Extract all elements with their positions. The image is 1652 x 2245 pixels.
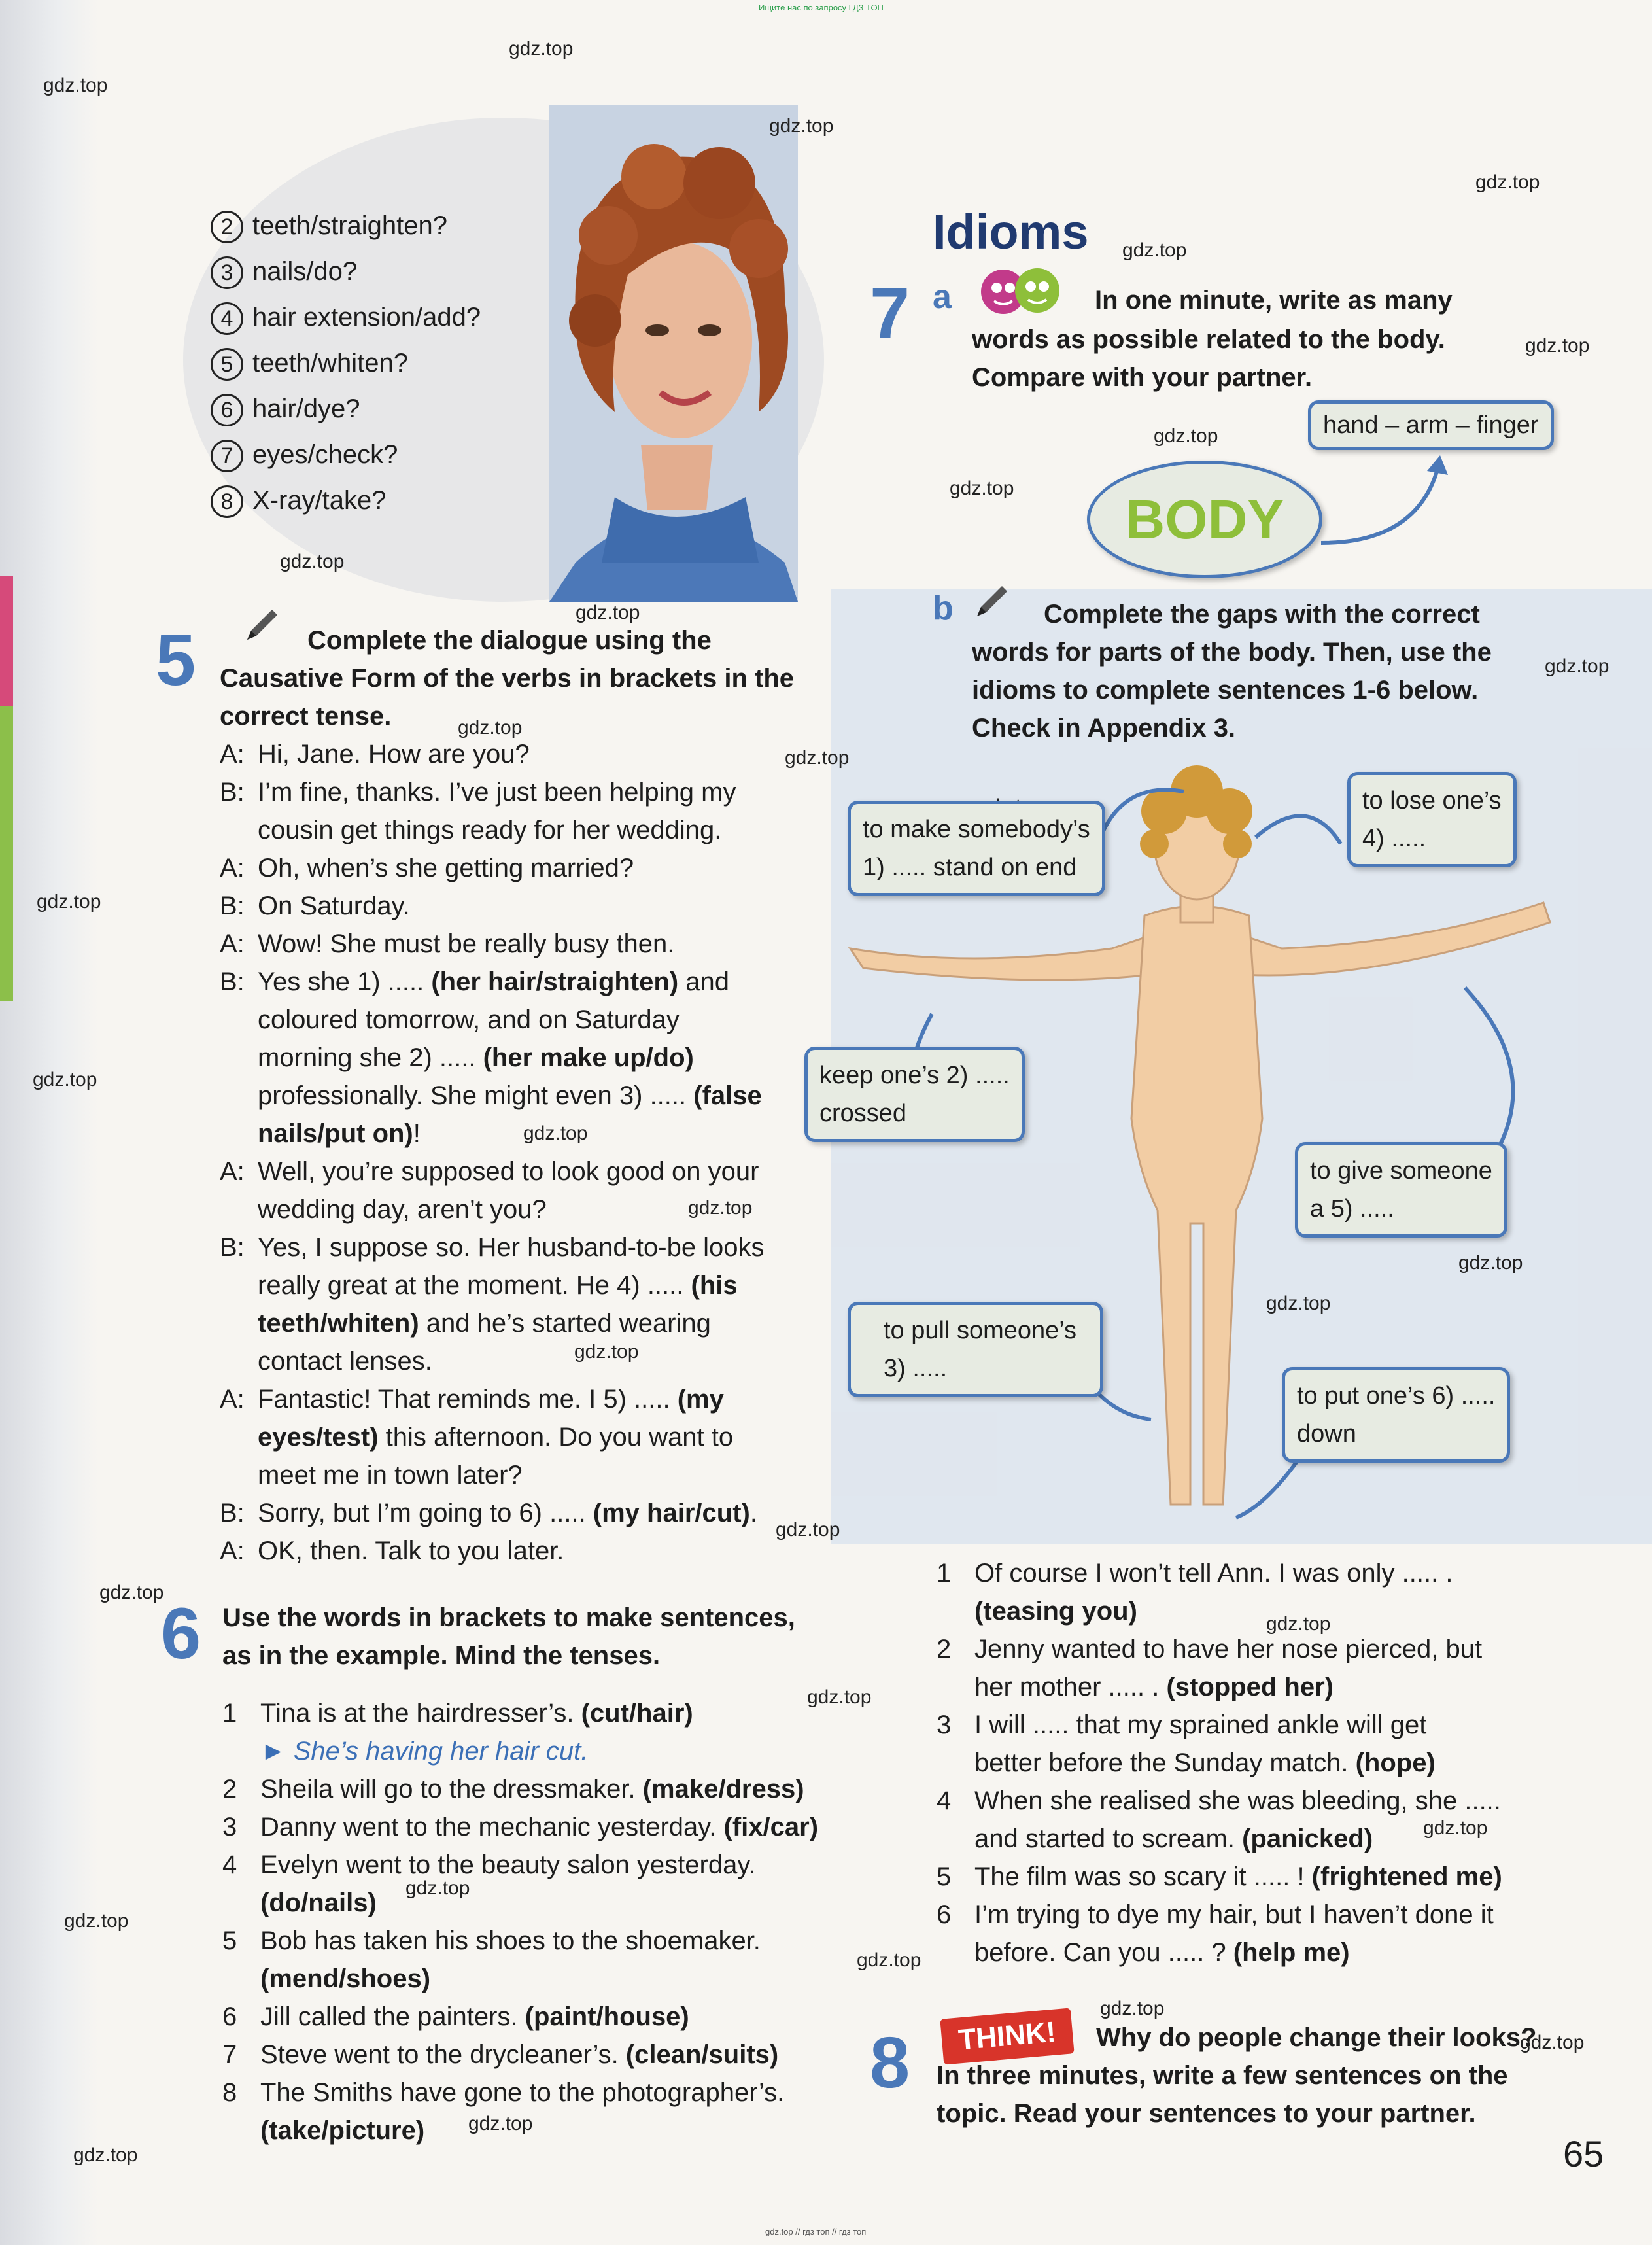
list-item-text: teeth/whiten?: [252, 349, 408, 377]
bold-text: (cut/hair): [581, 1699, 693, 1728]
item-number-circle: 7: [211, 440, 243, 472]
exercise-6-item: [222, 2036, 818, 2074]
list-continued: [211, 203, 481, 523]
text-segment: Jenny wanted to have her nose pierced, but: [974, 1635, 1483, 1663]
dialogue-line: [220, 1456, 765, 1494]
watermark: gdz.top: [1154, 425, 1218, 447]
header-note: Ищите нас по запросу ГДЗ ТОП: [759, 3, 884, 12]
text-segment: I’m trying to dye my hair, but I haven’t done it: [974, 1900, 1494, 1929]
page-binding-shadow: [0, 0, 98, 2245]
exercise-6-item: [222, 1770, 818, 1808]
watermark: gdz.top: [37, 891, 101, 913]
speaker-label: B:: [220, 967, 245, 996]
watermark: gdz.top: [576, 602, 640, 623]
dialogue-line: [220, 1494, 765, 1532]
footer-note: gdz.top // гдз топ // гдз топ: [765, 2227, 867, 2236]
part-a-instruction: words as possible related to the body.: [972, 325, 1445, 354]
watermark: gdz.top: [458, 717, 523, 739]
item-number-circle: 4: [211, 302, 243, 335]
idiom-bubble-1-line2: 1) ..... stand on end: [863, 854, 1077, 881]
dialogue-line: [220, 849, 765, 887]
watermark: gdz.top: [1122, 239, 1187, 261]
text-segment: Steve went to the drycleaner’s.: [260, 2040, 626, 2069]
exercise-6-item: [222, 1808, 818, 1846]
think-badge: THINK!: [940, 2008, 1074, 2064]
watermark: gdz.top: [1100, 1998, 1165, 2019]
exercise-6-instruction: Use the words in brackets to make sentences,: [222, 1603, 795, 1632]
example-answer: ► She’s having her hair cut.: [260, 1737, 589, 1766]
speaker-label: A:: [220, 740, 245, 769]
text-segment: !: [413, 1119, 421, 1148]
body-label: BODY: [1125, 489, 1284, 550]
bold-text: (my hair/cut): [593, 1499, 750, 1527]
watermark: gdz.top: [523, 1122, 588, 1144]
exercise-6-item: [222, 1998, 818, 2036]
text-segment: Sheila will go to the dressmaker.: [260, 1775, 643, 1803]
item-number-circle: 2: [211, 211, 243, 243]
woman-photo: [549, 105, 798, 602]
bold-text: (frightened me): [1311, 1862, 1502, 1891]
watermark: gdz.top: [468, 2113, 533, 2134]
watermark: gdz.top: [99, 1582, 164, 1603]
item-number-circle: 5: [211, 348, 243, 381]
item-number: 1: [222, 1699, 237, 1728]
watermark: gdz.top: [64, 1910, 129, 1932]
idiom-sentence: [937, 1706, 1502, 1744]
text-segment: The film was so scary it ..... !: [974, 1862, 1312, 1891]
dialogue-line: [220, 1532, 765, 1570]
text-segment: The Smiths have gone to the photographer’s.: [260, 2078, 785, 2107]
item-number: 2: [222, 1775, 237, 1803]
bold-text: (false: [693, 1081, 762, 1110]
bold-text: (paint/house): [525, 2002, 689, 2031]
bold-text: (stopped her): [1166, 1673, 1334, 1701]
side-tab-green: [0, 706, 13, 1001]
list-item-text: nails/do?: [252, 257, 358, 286]
idiom-sentence: [937, 1668, 1502, 1706]
watermark: gdz.top: [1545, 655, 1609, 677]
text-segment: Sorry, but I’m going to 6) .....: [258, 1499, 593, 1527]
idiom-bubble-5-line2: a 5) .....: [1310, 1195, 1394, 1223]
watermark: gdz.top: [405, 1877, 470, 1899]
text-segment: before. Can you ..... ?: [974, 1938, 1233, 1967]
idiom-bubble-3: [848, 1302, 1103, 1397]
part-b-instruction: Complete the gaps with the correct: [1044, 600, 1480, 629]
watermark: gdz.top: [857, 1949, 921, 1971]
side-tab-pink: [0, 576, 13, 706]
watermark: gdz.top: [1266, 1293, 1331, 1314]
exercise-6-list: [222, 1694, 818, 2149]
speaker-label: B:: [220, 778, 245, 807]
dialogue-line: [220, 1304, 765, 1342]
watermark: gdz.top: [785, 747, 850, 769]
text-segment: Jill called the painters.: [260, 2002, 525, 2031]
part-a-letter: a: [933, 278, 952, 316]
speaker-label: B:: [220, 1499, 245, 1527]
speaker-label: A:: [220, 1537, 245, 1565]
bold-text: (her make up/do): [483, 1043, 694, 1072]
item-number-circle: 3: [211, 256, 243, 289]
watermark: gdz.top: [688, 1197, 753, 1219]
idiom-bubble-6-line2: down: [1297, 1420, 1356, 1448]
item-number-circle: 6: [211, 394, 243, 426]
sentence-number: 2: [937, 1635, 952, 1663]
sentence-number: 4: [937, 1786, 952, 1815]
idiom-sentence: [937, 1896, 1502, 1934]
idiom-bubble-2-line2: crossed: [819, 1100, 907, 1127]
bold-text: (teasing you): [974, 1597, 1137, 1626]
watermark: gdz.top: [574, 1341, 639, 1363]
idiom-sentences: [937, 1554, 1502, 1972]
item-number: 3: [222, 1813, 237, 1841]
idiom-bubble-4-line1: to lose one’s: [1362, 787, 1502, 814]
text-segment: .: [749, 1499, 757, 1527]
idiom-bubble-5-line1: to give someone: [1310, 1157, 1492, 1185]
list-item-text: X-ray/take?: [252, 486, 387, 515]
list-item-text: eyes/check?: [252, 440, 398, 469]
sentence-number: 5: [937, 1862, 952, 1891]
text-segment: Hi, Jane. How are you?: [258, 740, 530, 769]
text-segment: morning she 2) .....: [258, 1043, 483, 1072]
exercise-5-instruction: Causative Form of the verbs in brackets in the: [220, 664, 795, 693]
sentence-number: 3: [937, 1711, 952, 1739]
sentence-number: 1: [937, 1559, 952, 1588]
speaker-label: A:: [220, 1385, 245, 1414]
idiom-bubble-4-line2: 4) .....: [1362, 825, 1426, 852]
exercise-8-instruction: topic. Read your sentences to your partner.: [937, 2099, 1476, 2128]
bold-text: teeth/whiten): [258, 1309, 419, 1338]
part-a-instruction: Compare with your partner.: [972, 363, 1313, 392]
dialogue-line: [220, 1001, 765, 1039]
watermark: gdz.top: [509, 38, 574, 60]
watermark: gdz.top: [1525, 335, 1590, 357]
text-segment: coloured tomorrow, and on Saturday: [258, 1005, 680, 1034]
exercise-5-instruction: correct tense.: [220, 702, 392, 731]
item-number: 8: [222, 2078, 237, 2107]
text-segment: and started to scream.: [974, 1824, 1243, 1853]
text-segment: better before the Sunday match.: [974, 1749, 1356, 1777]
idiom-sentence: [937, 1744, 1502, 1782]
idiom-bubble-3-line2: 3) .....: [884, 1355, 948, 1382]
part-b-instruction: idioms to complete sentences 1-6 below.: [972, 676, 1479, 705]
list-item-text: teeth/straighten?: [252, 211, 447, 240]
dialogue-line: [220, 773, 765, 811]
watermark: gdz.top: [776, 1519, 840, 1540]
speaker-label: B:: [220, 892, 245, 920]
text-segment: contact lenses.: [258, 1347, 432, 1376]
bold-text: nails/put on): [258, 1119, 413, 1148]
watermark: gdz.top: [43, 75, 108, 96]
text-segment: Well, you’re supposed to look good on your: [258, 1157, 759, 1186]
text-segment: I’m fine, thanks. I’ve just been helping my: [258, 778, 736, 807]
exercise-8-number: 8: [870, 2023, 910, 2103]
list-item: [211, 432, 481, 478]
list-item-text: hair extension/add?: [252, 303, 481, 332]
part-b-instruction: words for parts of the body. Then, use the: [972, 638, 1492, 667]
item-number: 6: [222, 2002, 237, 2031]
exercise-6-item: [222, 1694, 818, 1732]
bold-text: (make/dress): [642, 1775, 804, 1803]
idiom-bubble-5: [1295, 1142, 1507, 1238]
watermark: gdz.top: [1475, 171, 1540, 193]
bold-text: (help me): [1233, 1938, 1350, 1967]
text-segment: this afternoon. Do you want to: [378, 1423, 734, 1452]
exercise-6-instruction: as in the example. Mind the tenses.: [222, 1641, 661, 1670]
watermark: gdz.top: [950, 478, 1014, 499]
pen-icon: [972, 582, 1011, 621]
list-item: [211, 294, 481, 340]
dialogue-line: [220, 1115, 765, 1153]
text-segment: her mother ..... .: [974, 1673, 1167, 1701]
example-bubble: hand – arm – finger: [1308, 400, 1554, 450]
list-item: [211, 386, 481, 432]
idiom-sentence: [937, 1934, 1502, 1972]
idiom-bubble-1-line1: to make somebody’s: [863, 816, 1090, 843]
dialogue-line: [220, 925, 765, 963]
dialogue-line: [220, 1077, 765, 1115]
speaker-label: A:: [220, 930, 245, 958]
speaker-label: A:: [220, 854, 245, 882]
speaker-label: B:: [220, 1233, 245, 1262]
exercise-6-item: [222, 2074, 818, 2112]
list-item: [211, 340, 481, 386]
arrow-to-example: [1315, 451, 1465, 556]
pair-work-icon: [974, 264, 1066, 317]
text-segment: Of course I won’t tell Ann. I was only ..... .: [974, 1559, 1453, 1588]
text-segment: meet me in town later?: [258, 1461, 523, 1489]
watermark: gdz.top: [769, 115, 834, 137]
dialogue-line: [220, 1191, 765, 1228]
text-segment: Yes, I suppose so. Her husband-to-be looks: [258, 1233, 765, 1262]
exercise-6-item: [222, 1922, 818, 1960]
exercise-5-number: 5: [156, 620, 196, 701]
idioms-title: Idioms: [933, 205, 1089, 259]
exercise-6-item: [222, 1846, 818, 1884]
dialogue-line: [220, 1153, 765, 1191]
watermark: gdz.top: [1266, 1613, 1331, 1635]
text-segment: Yes she 1) .....: [258, 967, 432, 996]
dialogue-line: [220, 1380, 765, 1418]
bold-text: (her hair/straighten): [431, 967, 679, 996]
idiom-bubble-2: [804, 1047, 1025, 1142]
text-segment: Evelyn went to the beauty salon yesterday.: [260, 1851, 756, 1879]
dialogue-line: [220, 1039, 765, 1077]
idiom-sentence: [937, 1820, 1502, 1858]
part-b-instruction: Check in Appendix 3.: [972, 714, 1236, 742]
idiom-bubble-6-line1: to put one’s 6) .....: [1297, 1382, 1496, 1410]
bold-text: (panicked): [1242, 1824, 1373, 1853]
watermark: gdz.top: [280, 551, 345, 572]
list-item: [211, 203, 481, 249]
dialogue-line: [220, 1342, 765, 1380]
text-segment: and he’s started wearing: [419, 1309, 711, 1338]
list-item: [211, 478, 481, 523]
exercise-6-item: [222, 1884, 818, 1922]
watermark: gdz.top: [1458, 1252, 1523, 1274]
text-segment: wedding day, aren’t you?: [258, 1195, 547, 1224]
dialogue-line: [220, 811, 765, 849]
item-number-circle: 8: [211, 485, 243, 518]
exercise-5-instruction: Complete the dialogue using the: [307, 626, 712, 655]
bold-text: (do/nails): [260, 1888, 377, 1917]
idiom-bubble-4: [1347, 772, 1517, 867]
idiom-bubble-6: [1282, 1367, 1510, 1463]
part-a-instruction: In one minute, write as many: [1095, 286, 1453, 315]
idiom-bubble-1: [848, 801, 1105, 896]
exercise-6-number: 6: [161, 1593, 201, 1674]
bold-text: (my: [677, 1385, 724, 1414]
idiom-sentence: [937, 1592, 1502, 1630]
bold-text: (clean/suits): [625, 2040, 779, 2069]
bold-text: (take/picture): [260, 2116, 425, 2145]
woman-illustration: [549, 105, 798, 602]
exercise-8-question: Why do people change their looks?: [1096, 2023, 1537, 2052]
sentence-number: 6: [937, 1900, 952, 1929]
text-segment: Tina is at the hairdresser’s.: [260, 1699, 581, 1728]
idiom-sentence: [937, 1554, 1502, 1592]
exercise-8-instruction: In three minutes, write a few sentences on the: [937, 2061, 1508, 2090]
idiom-sentence: [937, 1630, 1502, 1668]
pen-icon: [242, 606, 281, 645]
exercise-7-number: 7: [870, 273, 910, 354]
text-segment: Fantastic! That reminds me. I 5) .....: [258, 1385, 678, 1414]
idiom-bubble-2-line1: keep one’s 2) .....: [819, 1062, 1010, 1089]
page-number: 65: [1563, 2133, 1604, 2174]
watermark: gdz.top: [807, 1686, 872, 1708]
text-segment: and: [678, 967, 730, 996]
dialogue-line: [220, 963, 765, 1001]
dialogue-line: [220, 887, 765, 925]
text-segment: Danny went to the mechanic yesterday.: [260, 1813, 724, 1841]
text-segment: On Saturday.: [258, 892, 410, 920]
bold-text: (hope): [1355, 1749, 1436, 1777]
body-oval: [1087, 461, 1322, 578]
text-segment: Oh, when’s she getting married?: [258, 854, 634, 882]
item-number: 5: [222, 1926, 237, 1955]
item-number: 7: [222, 2040, 237, 2069]
text-segment: cousin get things ready for her wedding.: [258, 816, 722, 844]
speaker-label: A:: [220, 1157, 245, 1186]
text-segment: really great at the moment. He 4) .....: [258, 1271, 691, 1300]
text-segment: I will ..... that my sprained ankle will get: [974, 1711, 1427, 1739]
watermark: gdz.top: [33, 1069, 97, 1090]
text-segment: When she realised she was bleeding, she .....: [974, 1786, 1501, 1815]
part-b-letter: b: [933, 589, 954, 627]
dialogue-line: [220, 1418, 765, 1456]
idiom-sentence: [937, 1858, 1502, 1896]
dialogue-line: [220, 1266, 765, 1304]
dialogue-line: [220, 735, 765, 773]
watermark: gdz.top: [1423, 1817, 1488, 1839]
watermark: gdz.top: [1520, 2032, 1585, 2053]
item-number: 4: [222, 1851, 237, 1879]
dialogue-line: [220, 1228, 765, 1266]
idiom-sentence: [937, 1782, 1502, 1820]
bold-text: eyes/test): [258, 1423, 379, 1452]
exercise-6-item: [222, 2112, 818, 2149]
list-item: [211, 249, 481, 294]
text-segment: professionally. She might even 3) .....: [258, 1081, 694, 1110]
list-item-text: hair/dye?: [252, 394, 360, 423]
watermark: gdz.top: [73, 2144, 138, 2166]
idiom-bubble-3-line1: to pull someone’s: [884, 1317, 1077, 1344]
exercise-6-item: [222, 1732, 818, 1770]
exercise-6-item: [222, 1960, 818, 1998]
bold-text: (mend/shoes): [260, 1964, 431, 1993]
text-segment: Bob has taken his shoes to the shoemaker.: [260, 1926, 761, 1955]
dialogue: [220, 735, 765, 1570]
text-segment: OK, then. Talk to you later.: [258, 1537, 564, 1565]
bold-text: (fix/car): [723, 1813, 819, 1841]
text-segment: Wow! She must be really busy then.: [258, 930, 675, 958]
bold-text: (his: [691, 1271, 738, 1300]
